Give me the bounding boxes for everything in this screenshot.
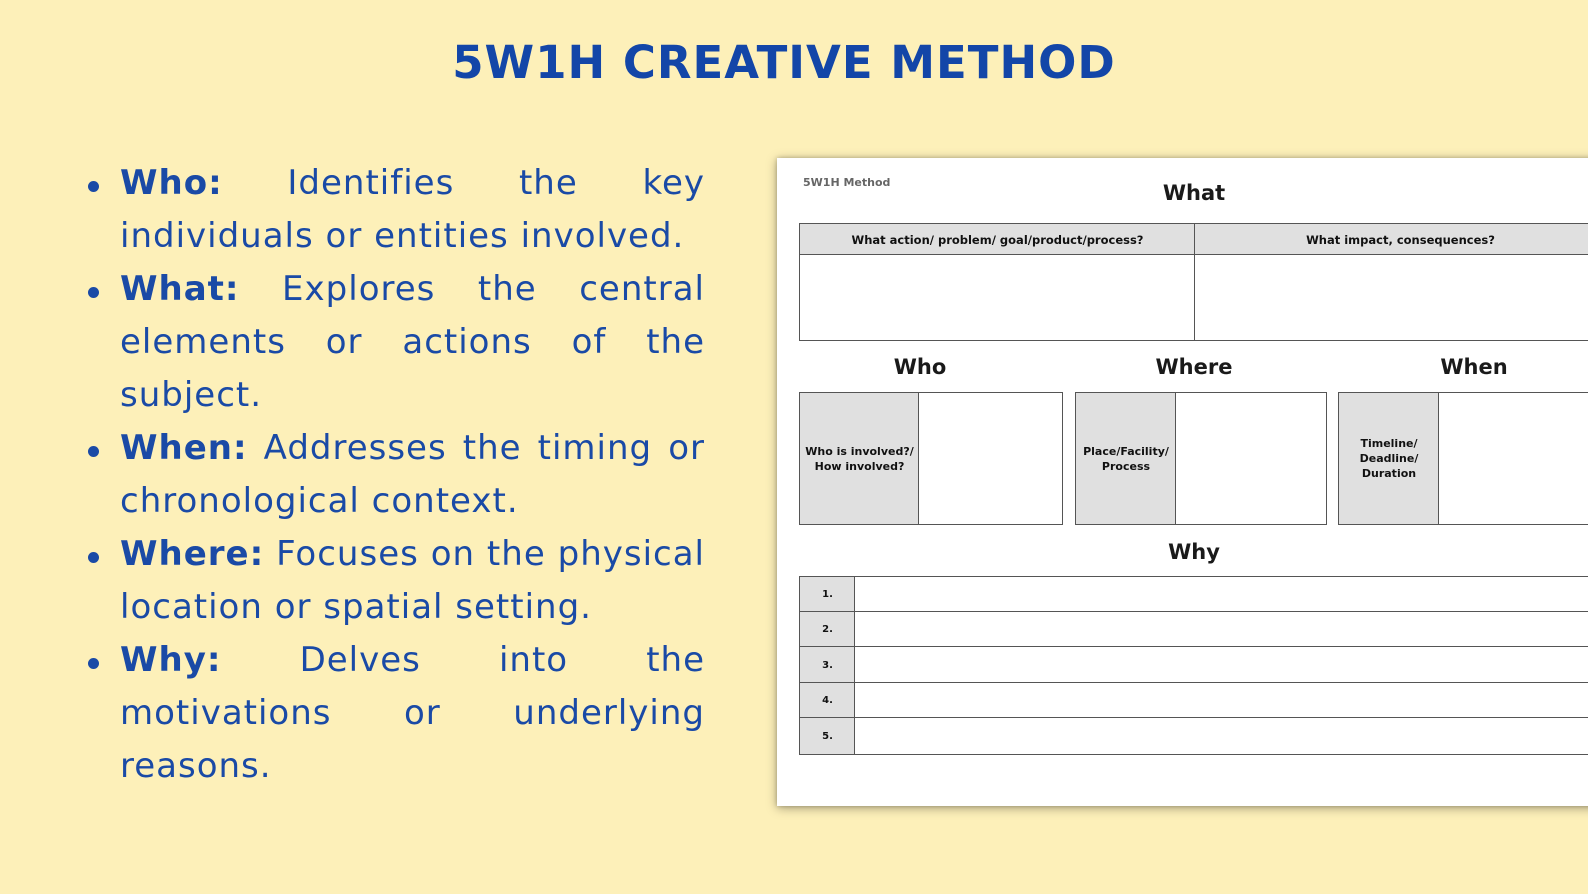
when-heading: When [1440,355,1508,379]
why-row-number: 2. [799,611,856,648]
bullet-when [120,422,705,528]
why-row-number: 4. [799,682,856,719]
who-heading: Who [893,355,947,379]
what-col2-box[interactable] [1194,254,1588,341]
what-col2-header: What impact, consequences? [1194,223,1588,256]
worksheet-image [777,158,1588,806]
bullet-where [120,528,705,634]
bullet-term: Who: [120,163,223,203]
where-prompt: Place/Facility/ Process [1075,392,1177,525]
bullet-term: When: [120,428,248,468]
bullet-what [120,263,705,422]
why-row-field[interactable] [854,611,1588,648]
bullet-desc: Delves into the motivations or underlying reasons. [120,640,705,786]
bullet-who [120,157,705,263]
bullet-desc: Focuses on the physical location or spatial setting. [120,534,705,627]
worksheet-label: 5W1H Method [803,176,891,189]
where-answer-box[interactable] [1175,392,1327,525]
page-title: 5W1H CREATIVE METHOD [452,36,1116,89]
what-col1-box[interactable] [799,254,1196,341]
why-heading: Why [1168,540,1220,564]
why-row-field[interactable] [854,576,1588,613]
why-row-field[interactable] [854,646,1588,684]
what-col1-header: What action/ problem/ goal/product/process? [799,223,1196,256]
bullet-term: What: [120,269,240,309]
bullet-desc: Identifies the key individuals or entities involved. [120,163,705,256]
bullet-term: Where: [120,534,265,574]
bullet-term: Why: [120,640,222,680]
when-answer-box[interactable] [1438,392,1588,525]
why-row-number: 5. [799,717,856,755]
bullet-why [120,634,705,793]
who-prompt: Who is involved?/ How involved? [799,392,920,525]
who-answer-box[interactable] [918,392,1063,525]
what-heading: What [1162,181,1226,205]
bullet-desc: Addresses the timing or chronological context. [120,428,705,521]
where-heading: Where [1155,355,1233,379]
why-row-field[interactable] [854,682,1588,719]
why-row-number: 3. [799,646,856,684]
bullet-desc: Explores the central elements or actions of the subject. [120,269,705,415]
why-row-field[interactable] [854,717,1588,755]
bullet-list [120,157,705,793]
why-row-number: 1. [799,576,856,613]
when-prompt: Timeline/ Deadline/ Duration [1338,392,1440,525]
